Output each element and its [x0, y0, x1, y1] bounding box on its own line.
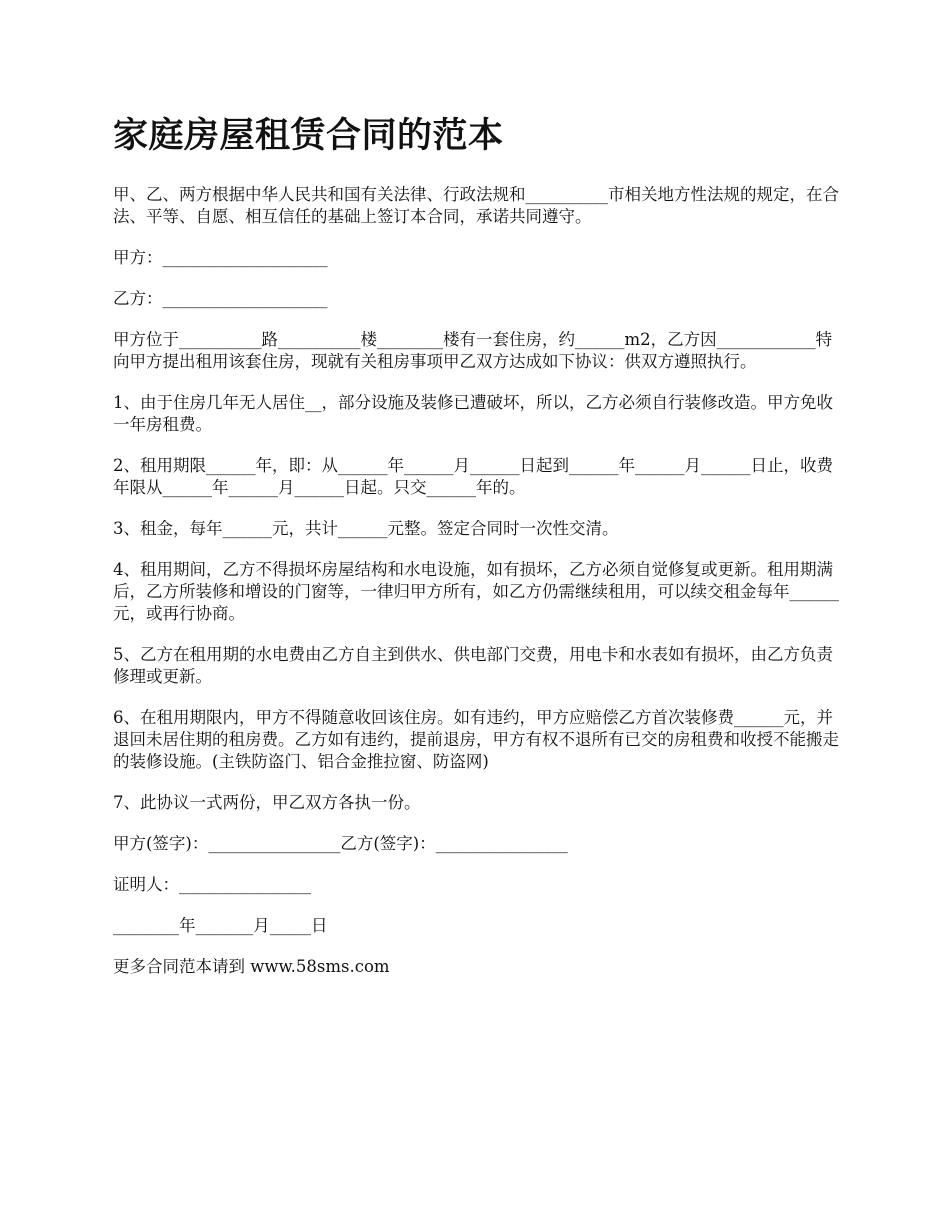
clause-2: 2、租用期限______年，即：从______年______月______日起到______年______月______日止，收费年限从______年______月______日起。只交______年的。 — [113, 456, 833, 497]
party-b-line: 乙方：____________________ — [113, 289, 328, 308]
property-paragraph: 甲方位于__________路__________楼________楼有一套住房，约______m2，乙方因____________特向甲方提出租用该套住房，现就有关租房事项甲乙双方达成如下协议：供双方遵照执行。 — [113, 330, 833, 371]
clause-4: 4、租用期间，乙方不得损坏房屋结构和水电设施，如有损坏，乙方必须自觉修复或更新。租用期满后，乙方所装修和增设的门窗等，一律归甲方所有，如乙方仍需继续租用，可以续交租金每年______元，或再行协商。 — [113, 560, 839, 623]
clause-1: 1、由于住房几年无人居住__，部分设施及装修已遭破坏，所以，乙方必须自行装修改造。甲方免收一年房租费。 — [113, 393, 833, 434]
witness-line: 证明人：________________ — [113, 875, 311, 894]
document-page — [113, 110, 843, 997]
party-a-line: 甲方：____________________ — [113, 248, 328, 267]
clause-7: 7、此协议一式两份，甲乙双方各执一份。 — [113, 793, 421, 812]
document-title: 家庭房屋租赁合同的范本 — [113, 116, 504, 156]
signature-line: 甲方(签字)：________________乙方(签字)：________________ — [113, 834, 568, 853]
clause-6: 6、在租用期限内，甲方不得随意收回该住房。如有违约，甲方应赔偿乙方首次装修费______元，并退回未居住期的租房费。乙方如有违约，提前退房，甲方有权不退所有已交的房租费和收授不能搬走的装修设施。(主铁防盗门、铝合金推拉窗、防盗网) — [113, 708, 839, 771]
clause-5: 5、乙方在租用期的水电费由乙方自主到供水、供电部门交费，用电卡和水表如有损坏，由乙方负责修理或更新。 — [113, 645, 833, 686]
intro-paragraph: 甲、乙、两方根据中华人民共和国有关法律、行政法规和__________市相关地方性法规的规定，在合法、平等、自愿、相互信任的基础上签订本合同，承诺共同遵守。 — [113, 185, 839, 226]
clause-3: 3、租金，每年______元，共计______元整。签定合同时一次性交清。 — [113, 519, 619, 538]
date-line: ________年_______月_____日 — [113, 916, 328, 935]
footer-note: 更多合同范本请到 www.58sms.com — [113, 957, 390, 976]
